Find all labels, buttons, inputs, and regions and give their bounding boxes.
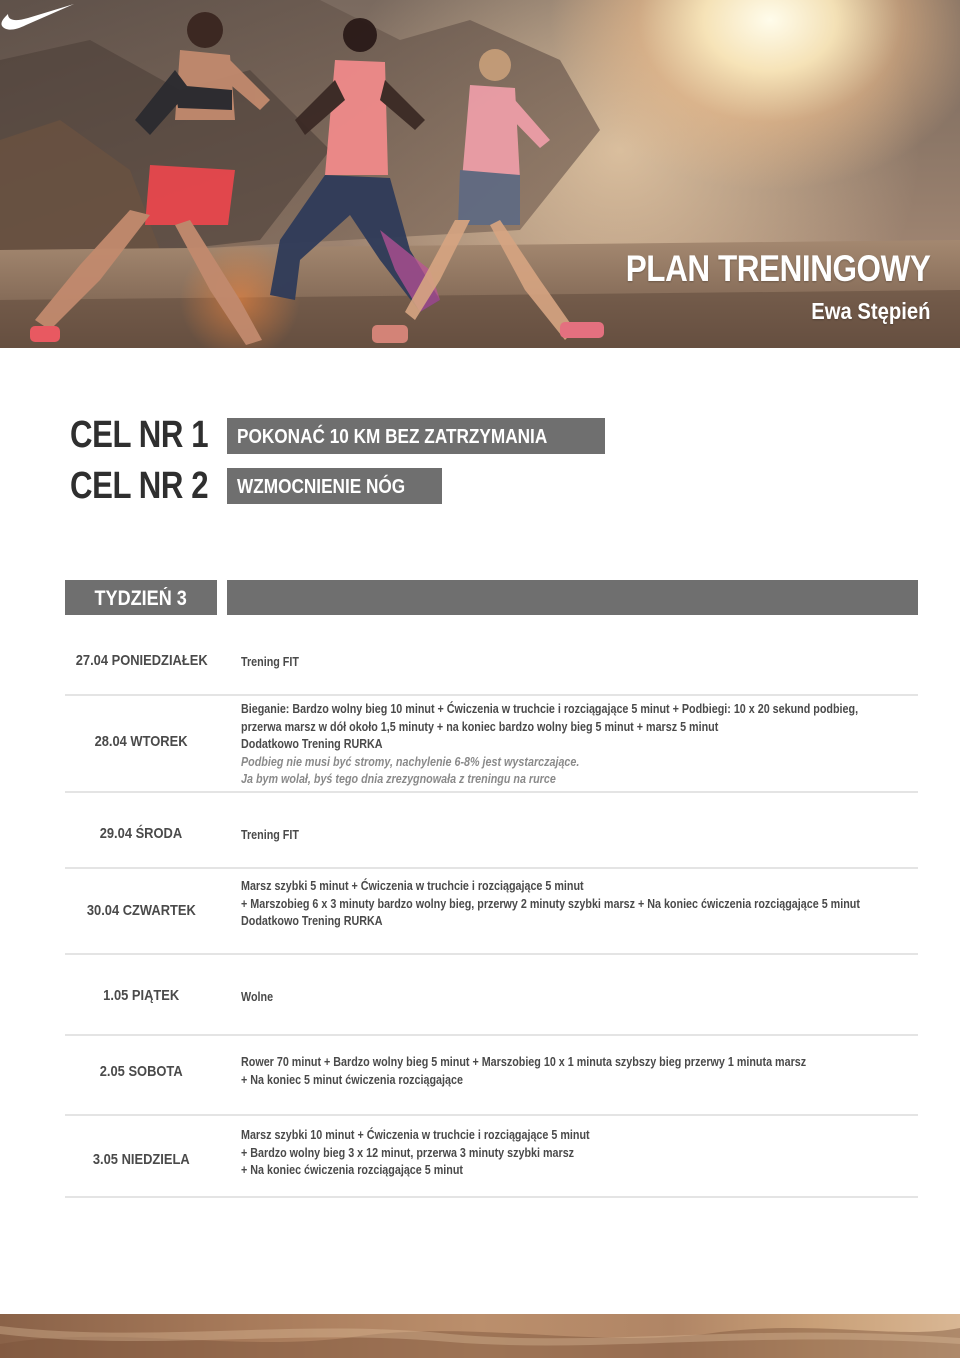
row-divider [65, 1034, 918, 1036]
page-title: PLAN TRENINGOWY [625, 248, 930, 289]
goal-1-label: CEL NR 1 [70, 414, 209, 456]
hero-photo [0, 0, 960, 348]
day-label: 29.04 ŚRODA [99, 825, 183, 842]
row-divider [65, 1196, 918, 1198]
footer-photo-strip [0, 1314, 960, 1358]
week-label: TYDZIEŃ 3 [65, 580, 217, 615]
footer-texture [0, 1314, 960, 1358]
row-divider [65, 867, 918, 869]
swoosh-logo-icon [0, 0, 76, 32]
day-plan: Bieganie: Bardzo wolny bieg 10 minut + Ćwiczenia w truchcie i rozciągające 5 minut + Podbiegi: 10 x 20 sekund podbieg, przerwa marsz w dół około 1,5 minuty + na koniec bardzo wolny bieg 5 minut + marsz 5 minut Dodatkowo Trening RURKA Podbieg nie musi być stromy, nachylenie 6-8% jest wystarczające. Ja bym wolał, byś tego dnia zrezygnowała z treningu na rurce [241, 701, 931, 789]
hero-banner [0, 0, 960, 348]
day-label: 30.04 CZWARTEK [86, 902, 196, 919]
goal-2-label: CEL NR 2 [70, 465, 209, 507]
day-plan: Marsz szybki 10 minut + Ćwiczenia w truchcie i rozciągające 5 minut + Bardzo wolny bieg 3 x 12 minut, przerwa 3 minuty szybki marsz + Na koniec ćwiczenia rozciągające 5 minut [241, 1128, 590, 1177]
goal-1-value: POKONAĆ 10 KM BEZ ZATRZYMANIA [227, 418, 605, 454]
day-plan: Trening FIT [241, 655, 299, 669]
athlete-name: Ewa Stępień [810, 298, 930, 324]
day-label: 28.04 WTOREK [94, 733, 188, 750]
row-divider [65, 1114, 918, 1116]
coach-note: Ja bym wolał, byś tego dnia zrezygnowała z treningu na rurce [241, 772, 556, 786]
week-header-bar [227, 580, 918, 615]
row-divider [65, 694, 918, 696]
day-plan: Marsz szybki 5 minut + Ćwiczenia w truchcie i rozciągające 5 minut + Marszobieg 6 x 3 minuty bardzo wolny bieg, przerwy 2 minuty szybki marsz + Na koniec ćwiczenia rozciągające 5 minut Dodatkowo Trening RURKA [241, 879, 860, 928]
day-label: 27.04 PONIEDZIAŁEK [75, 652, 208, 669]
goal-2-value: WZMOCNIENIE NÓG [227, 468, 442, 504]
day-plan: Trening FIT [241, 828, 299, 842]
day-plan: Rower 70 minut + Bardzo wolny bieg 5 minut + Marszobieg 10 x 1 minuta szybszy bieg przerwy 1 minuta marsz + Na koniec 5 minut ćwiczenia rozciągające [241, 1055, 807, 1087]
day-label: 2.05 SOBOTA [99, 1063, 183, 1080]
day-plan: Wolne [241, 990, 274, 1004]
coach-note: Podbieg nie musi być stromy, nachylenie 6-8% jest wystarczające. [241, 754, 580, 769]
row-divider [65, 791, 918, 793]
day-label: 1.05 PIĄTEK [102, 987, 180, 1004]
row-divider [65, 953, 918, 955]
day-label: 3.05 NIEDZIELA [92, 1151, 190, 1168]
